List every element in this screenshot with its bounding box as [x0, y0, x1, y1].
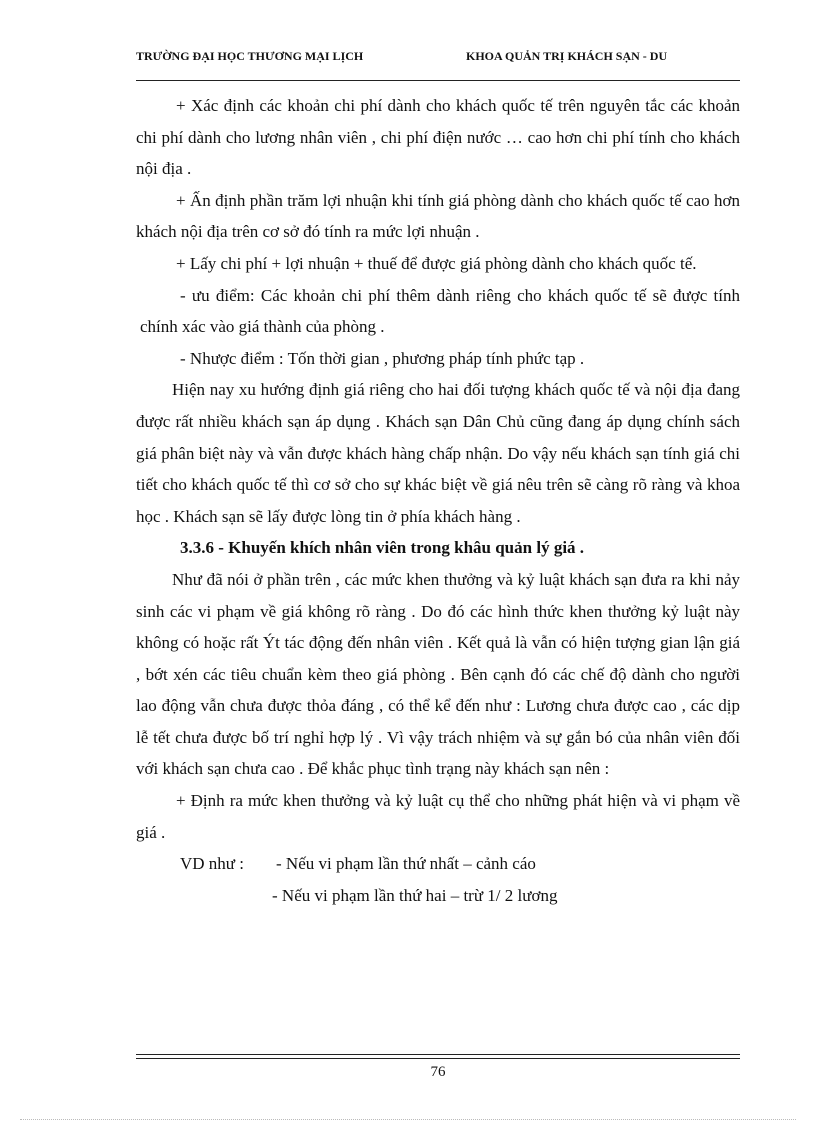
header-rule: [136, 80, 740, 81]
body-text: [136, 90, 740, 911]
paragraph-disadvantage: - Nhược điểm : Tốn thời gian , phương pháp tính phức tạp .: [180, 348, 585, 368]
paragraph-cost-items: + Xác định các khoản chi phí dành cho khách quốc tế trên nguyên tắc các khoản chi phí dành cho lương nhân viên , chi phí điện nước … cao hơn chi phí tính cho khách nội địa .: [136, 96, 740, 179]
paragraph-current-trend: Hiện nay xu hướng định giá riêng cho hai đối tượng khách quốc tế và nội địa đang được rất nhiều khách sạn áp dụng . Khách sạn Dân Chủ cũng đang áp dụng chính sách giá phân biệt này và vẫn được khách hàng chấp nhận. Do vậy nếu khách sạn tính giá chi tiết cho khách quốc tế thì cơ sở cho sự khác biệt về giá nêu trên sẽ càng rõ ràng và khoa học . Khách sạn sẽ lấy được lòng tin ở phía khách hàng .: [136, 380, 740, 526]
paragraph-reward-discipline: Như đã nói ở phần trên , các mức khen thưởng và kỷ luật khách sạn đưa ra khi nảy sinh các vi phạm về giá không rõ ràng . Do đó các hình thức khen thưởng kỷ luật này không có hoặc rất Ýt tác động đến nhân viên . Kết quả là vẫn có hiện tượng gian lận giá , bớt xén các tiêu chuẩn kèm theo giá phòng . Bên cạnh đó các chế độ dành cho người lao động vẫn chưa được thỏa đáng , có thể kể đến như : Lương chưa được cao , các dịp lễ tết chưa được bố trí nghỉ hợp lý . Vì vậy trách nhiệm và sự gắn bó của nhân viên đối với khách sạn chưa cao . Để khắc phục tình trạng này khách sạn nên :: [136, 569, 740, 779]
footer-rule-bottom: [136, 1058, 740, 1059]
page-number: 76: [430, 1064, 446, 1080]
paragraph-price-formula: + Lấy chi phí + lợi nhuận + thuế để được giá phòng dành cho khách quốc tế.: [176, 253, 697, 273]
paragraph-set-reward-levels: + Định ra mức khen thưởng và kỷ luật cụ thể cho những phát hiện và vi phạm về giá .: [136, 791, 740, 842]
example-row-2: [136, 880, 740, 912]
example-second-violation: - Nếu vi phạm lần thứ hai – trừ 1/ 2 lương: [272, 885, 558, 905]
paragraph-profit-percent: + Ấn định phần trăm lợi nhuận khi tính giá phòng dành cho khách quốc tế cao hơn khách nội địa trên cơ sở đó tính ra mức lợi nhuận .: [136, 190, 740, 242]
section-title: - Khuyến khích nhân viên trong khâu quản lý giá .: [214, 538, 585, 558]
section-number: 3.3.6: [180, 538, 214, 558]
page-edge-dotted-line: [20, 1119, 796, 1120]
header-university: TRƯỜNG ĐẠI HỌC THƯƠNG MẠI LỊCH: [136, 49, 364, 63]
paragraph-advantage: - ưu điểm: Các khoản chi phí thêm dành riêng cho khách quốc tế sẽ được tính chính xác vào giá thành của phòng .: [140, 285, 740, 337]
header-faculty: KHOA QUẢN TRỊ KHÁCH SẠN - DU: [466, 49, 668, 63]
section-heading: [136, 532, 740, 564]
example-first-violation: - Nếu vi phạm lần thứ nhất – cảnh cáo: [276, 854, 536, 874]
example-label: VD như :: [180, 854, 244, 874]
footer-rule-top: [136, 1054, 740, 1055]
example-row-1: [136, 848, 740, 880]
